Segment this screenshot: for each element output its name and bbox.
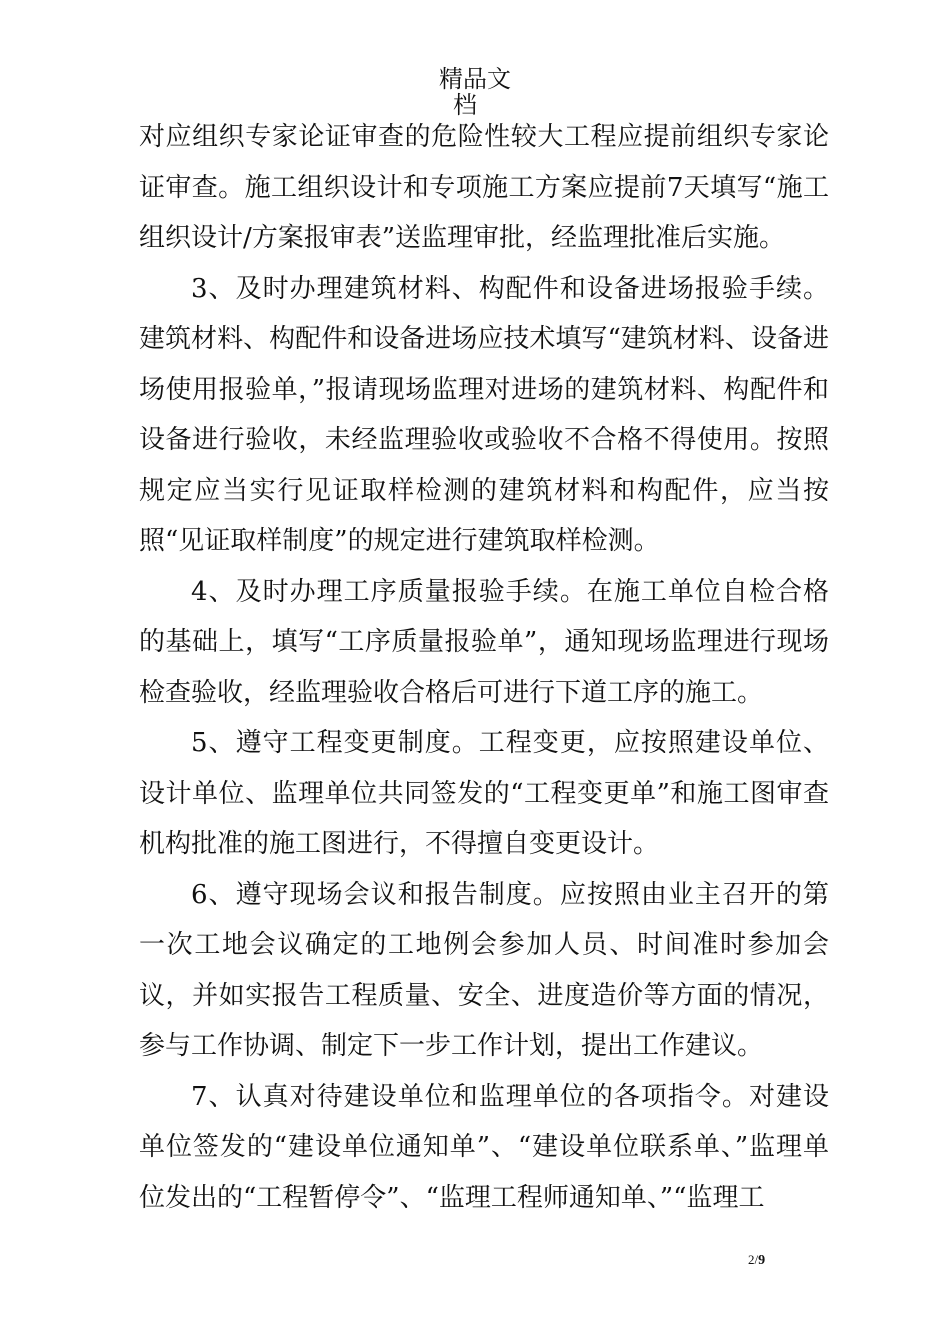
paragraph-item-4: 4、及时办理工序质量报验手续。在施工单位自检合格的基础上，填写“工序质量报验单”，通知现场监理进行现场检查验收，经监理验收合格后可进行下道工序的施工。 <box>139 576 829 708</box>
paragraph-continuation: 对应组织专家论证审查的危险性较大工程应提前组织专家论证审查。施工组织设计和专项施工方案应提前7天填写“施工组织设计/方案报审表”送监理审批，经监理批准后实施。 <box>139 122 829 253</box>
paragraph-item-6: 6、遵守现场会议和报告制度。应按照由业主召开的第一次工地会议确定的工地例会参加人员、时间准时参加会议，并如实报告工程质量、安全、进度造价等方面的情况，参与工作协调、制定下一步工作计划，提出工作建议。 <box>139 879 829 1061</box>
header-line-1: 精品文 <box>439 65 511 93</box>
document-body <box>139 112 829 1223</box>
paragraph-item-7: 7、认真对待建设单位和监理单位的各项指令。对建设单位签发的“建设单位通知单”、“建设单位联系单、”监理单位发出的“工程暂停令”、“监理工程师通知单、”“监理工 <box>139 1081 829 1213</box>
header-line-2: 档 <box>453 91 477 119</box>
page-header <box>0 66 950 118</box>
paragraph-item-5: 5、遵守工程变更制度。工程变更，应按照建设单位、设计单位、监理单位共同签发的“工程变更单”和施工图审查机构批准的施工图进行，不得擅自变更设计。 <box>139 728 829 859</box>
page-number-total: 9 <box>758 1253 766 1268</box>
page-number <box>748 1252 765 1269</box>
page-number-current: 2/ <box>748 1252 759 1267</box>
paragraph-item-3: 3、及时办理建筑材料、构配件和设备进场报验手续。建筑材料、构配件和设备进场应技术填写“建筑材料、设备进场使用报验单，”报请现场监理对进场的建筑材料、构配件和设备进行验收，未经监理验收或验收不合格不得使用。按照规定应当实行见证取样检测的建筑材料和构配件，应当按照“见证取样制度”的规定进行建筑取样检测。 <box>139 273 829 556</box>
